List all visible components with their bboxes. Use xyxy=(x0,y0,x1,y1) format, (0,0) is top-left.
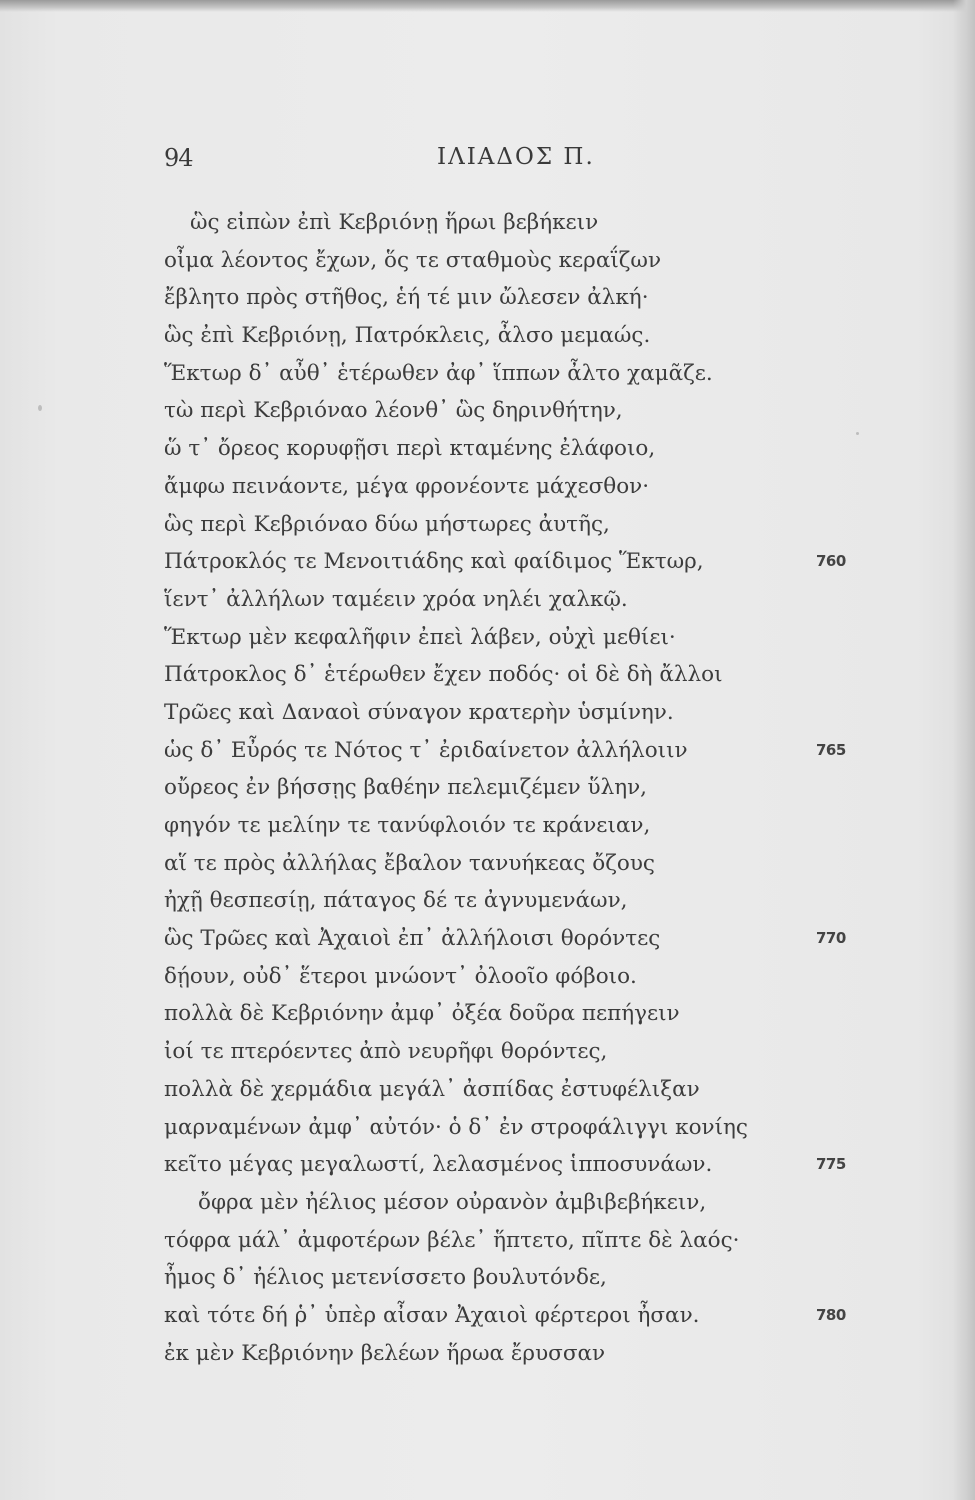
verse-line-text: δῄουν, οὐδ᾽ ἕτεροι μνώοντ᾽ ὀλοοῖο φόβοιο. xyxy=(164,963,637,989)
line-number: 770 xyxy=(816,929,846,948)
verse-line xyxy=(164,355,884,393)
verse-line-text: τὼ περὶ Κεβριόναο λέονθ᾽ ὣς δηρινθήτην, xyxy=(164,398,623,424)
verse-line xyxy=(164,1033,884,1071)
page-right-edge-shadow xyxy=(953,0,975,1500)
verse-line xyxy=(164,468,884,506)
verse-line-text: πολλὰ δὲ Κεβριόνην ἀμφ᾽ ὀξέα δοῦρα πεπήγειν xyxy=(164,1001,680,1027)
verse-line-text: ἔβλητο πρὸς στῆθος, ἑή τέ μιν ὤλεσεν ἀλκή· xyxy=(164,285,649,311)
verse-line xyxy=(164,732,884,770)
verse-line xyxy=(164,1222,884,1260)
verse-line-text: ἄμφω πεινάοντε, μέγα φρονέοντε μάχεσθον· xyxy=(164,473,650,499)
verse-line xyxy=(164,1335,884,1373)
verse-line-text: τόφρα μάλ᾽ ἀμφοτέρων βέλε᾽ ἥπτετο, πῖπτε δὲ λαός· xyxy=(164,1227,740,1253)
line-number: 780 xyxy=(816,1305,846,1324)
verse-line-text: Ἕκτωρ δ᾽ αὖθ᾽ ἑτέρωθεν ἀφ᾽ ἵππων ἆλτο χαμᾶζε. xyxy=(164,360,713,386)
verse-line xyxy=(164,694,884,732)
running-title: ΙΛΙΑΔΟΣ Π. xyxy=(437,144,595,170)
verse-line xyxy=(164,619,884,657)
verse-line-text: ὣς ἐπὶ Κεβριόνῃ, Πατρόκλεις, ἆλσο μεμαώς. xyxy=(164,323,651,349)
verse-line xyxy=(164,807,884,845)
page-number: 94 xyxy=(164,144,193,172)
verse-line-text: αἵ τε πρὸς ἀλλήλας ἔβαλον τανυήκεας ὄζους xyxy=(164,850,655,876)
verse-line-text: καὶ τότε δή ῥ᾽ ὑπὲρ αἶσαν Ἀχαιοὶ φέρτεροι ἦσαν. xyxy=(164,1302,700,1328)
verse-line xyxy=(164,1297,884,1335)
verse-line-text: οἶμα λέοντος ἔχων, ὅς τε σταθμοὺς κεραΐζων xyxy=(164,247,662,273)
verse-line xyxy=(164,1146,884,1184)
verse-line xyxy=(164,769,884,807)
verse-line-text: πολλὰ δὲ χερμάδια μεγάλ᾽ ἀσπίδας ἐστυφέλιξαν xyxy=(164,1076,700,1102)
verse-line xyxy=(164,317,884,355)
verse-line-text: ὡς δ᾽ Εὖρός τε Νότος τ᾽ ἐριδαίνετον ἀλλήλοιιν xyxy=(164,737,688,763)
verse-line-text: ἦμος δ᾽ ἠέλιος μετενίσσετο βουλυτόνδε, xyxy=(164,1265,607,1291)
verse-line-text: ὥ τ᾽ ὄρεος κορυφῇσι περὶ κταμένης ἐλάφοιο, xyxy=(164,436,656,462)
verse-line-text: Τρῶες καὶ Δαναοὶ σύναγον κρατερὴν ὑσμίνην. xyxy=(164,699,674,725)
line-number: 765 xyxy=(816,740,846,759)
verse-line-text: ὣς περὶ Κεβριόναο δύω μήστωρες ἀυτῆς, xyxy=(164,511,610,537)
line-number: 760 xyxy=(816,552,846,571)
verse-line xyxy=(164,242,884,280)
verse-line xyxy=(164,430,884,468)
verse-line xyxy=(164,1109,884,1147)
verse-line xyxy=(164,1184,884,1222)
verse-line-text: Ἕκτωρ μὲν κεφαλῆφιν ἐπεὶ λάβεν, οὐχὶ μεθίει· xyxy=(164,624,676,650)
verse-line xyxy=(164,204,884,242)
verse-line-text: ἵεντ᾽ ἀλλήλων ταμέειν χρόα νηλέι χαλκῷ. xyxy=(164,586,628,612)
page-header xyxy=(164,144,814,184)
verse-line-text: Πάτροκλός τε Μενοιτιάδης καὶ φαίδιμος Ἕκτωρ, xyxy=(164,549,704,575)
verse-line xyxy=(164,920,884,958)
verse-line xyxy=(164,958,884,996)
verse-line-text: ἠχῇ θεσπεσίῃ, πάταγος δέ τε ἀγνυμενάων, xyxy=(164,888,628,914)
verse-line-text: ὄφρα μὲν ἠέλιος μέσον οὐρανὸν ἀμβιβεβήκειν, xyxy=(198,1189,707,1215)
line-number: 775 xyxy=(816,1155,846,1174)
verse-line-text: μαρναμένων ἀμφ᾽ αὐτόν· ὁ δ᾽ ἐν στροφάλιγγι κονίης xyxy=(164,1114,748,1140)
verse-line xyxy=(164,581,884,619)
verse-line xyxy=(164,845,884,883)
verse-line xyxy=(164,506,884,544)
ink-speck xyxy=(38,405,42,411)
verse-line xyxy=(164,279,884,317)
verse-line xyxy=(164,1259,884,1297)
verse-line xyxy=(164,882,884,920)
verse-line-text: Πάτροκλος δ᾽ ἑτέρωθεν ἔχεν ποδός· οἱ δὲ δὴ ἄλλοι xyxy=(164,662,723,688)
verse-line xyxy=(164,656,884,694)
verse-line-text: ὣς εἰπὼν ἐπὶ Κεβριόνῃ ἥρωι βεβήκειν xyxy=(190,210,599,235)
page-top-edge-shadow xyxy=(0,0,975,12)
verse-line-text: ἰοί τε πτερόεντες ἀπὸ νευρῆφι θορόντες, xyxy=(164,1039,608,1065)
verse-line xyxy=(164,1071,884,1109)
verse-text-block xyxy=(164,204,884,1366)
verse-line-text: φηγόν τε μελίην τε τανύφλοιόν τε κράνειαν, xyxy=(164,813,651,838)
verse-line xyxy=(164,995,884,1033)
verse-line-text: ὣς Τρῶες καὶ Ἀχαιοὶ ἐπ᾽ ἀλλήλοισι θορόντες xyxy=(164,926,661,952)
verse-line-text: οὔρεος ἐν βήσσῃς βαθέην πελεμιζέμεν ὕλην, xyxy=(164,775,648,801)
verse-line-text: ἐκ μὲν Κεβριόνην βελέων ἥρωα ἔρυσσαν xyxy=(164,1340,606,1366)
verse-line-text: κεῖτο μέγας μεγαλωστί, λελασμένος ἱπποσυνάων. xyxy=(164,1152,713,1178)
verse-line xyxy=(164,543,884,581)
verse-line xyxy=(164,392,884,430)
